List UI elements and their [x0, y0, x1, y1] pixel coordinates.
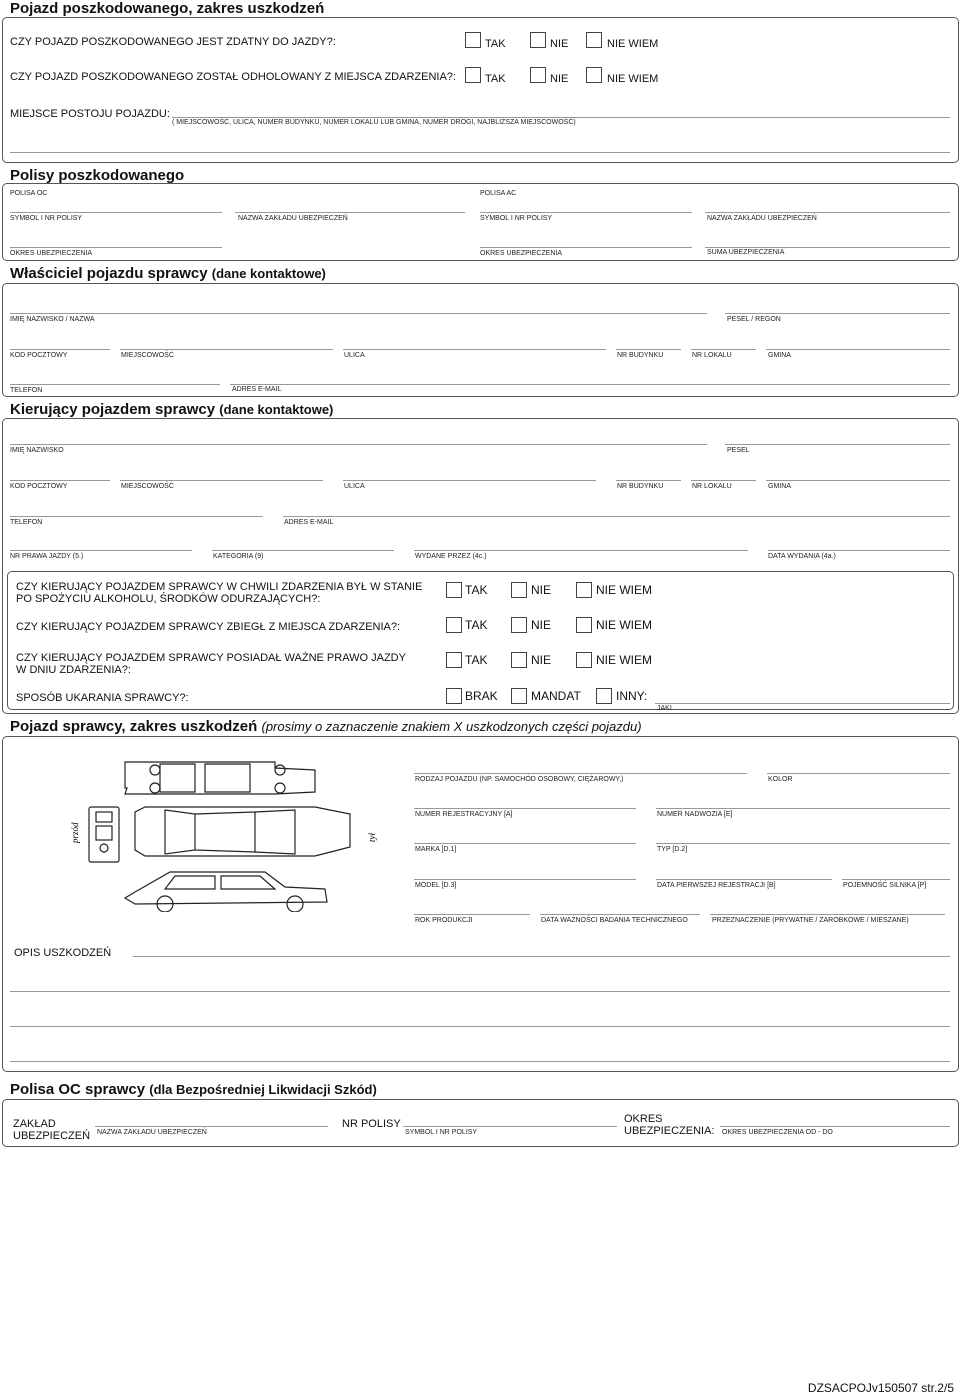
page-footer: DZSACPOJv150507 str.2/5	[807, 1381, 954, 1395]
label-period-line2: UBEZPIECZENIA:	[624, 1125, 715, 1137]
option-label: TAK	[485, 38, 506, 50]
label-ac-insurer: NAZWA ZAKŁADU UBEZPIECZEŃ	[707, 215, 817, 222]
option-label: MANDAT	[531, 689, 581, 703]
label-penalty-other: JAKI	[657, 705, 672, 712]
question-intoxicated-line1: CZY KIERUJĄCY POJAZDEM SPRAWCY W CHWILI ZDARZENIA BYŁ W STANIE	[16, 581, 423, 593]
label-damage-description: OPIS USZKODZEŃ	[14, 947, 112, 959]
car-front-view	[89, 807, 119, 862]
field-ac-insurer[interactable]	[705, 212, 950, 213]
label-driver-flat: NR LOKALU	[692, 483, 732, 490]
option-label: NIE	[550, 73, 569, 85]
driver-title-main: Kierujący pojazdem sprawcy	[10, 401, 216, 418]
field-owner-email[interactable]	[230, 384, 950, 385]
label-vehicle-color: KOLOR	[768, 776, 793, 783]
rear-label: tył	[367, 833, 377, 842]
section-box-owner	[2, 283, 959, 397]
section-title-victim-policies: Polisy poszkodowanego	[10, 167, 185, 184]
section-box-perpetrator-policy	[2, 1099, 959, 1147]
label-driver-pesel: PESEL	[727, 447, 750, 454]
field-usage[interactable]	[710, 914, 945, 915]
field-oc-symbol[interactable]	[10, 212, 222, 213]
label-usage: PRZEZNACZENIE (PRYWATNE / ZAROBKOWE / MIESZANE)	[712, 917, 909, 924]
field-license-number[interactable]	[10, 550, 192, 551]
question-license-valid-line2: W DNIU ZDARZENIA?:	[16, 664, 131, 676]
label-model: MODEL [D.3]	[415, 882, 457, 889]
label-period-line1: OKRES	[624, 1113, 663, 1125]
label-policy-oc: POLISA OC	[10, 190, 48, 197]
field-driver-city[interactable]	[120, 480, 323, 481]
checkbox-towed-yes[interactable]	[465, 67, 481, 83]
field-model[interactable]	[414, 879, 636, 880]
checkbox-penalty-none[interactable]	[446, 688, 462, 704]
label-ac-sum: SUMA UBEZPIECZENIA	[707, 249, 785, 256]
option-label: NIE	[531, 618, 552, 632]
perp-vehicle-title-note: (prosimy o zaznaczenie znakiem X uszkodzonych części pojazdu)	[261, 719, 642, 734]
label-inspection-date: DATA WAŻNOŚCI BADANIA TECHNICZNEGO	[541, 917, 688, 924]
question-intoxicated-line2: PO SPOŻYCIU ALKOHOLU, ŚRODKÓW ODURZAJĄCYCH?:	[16, 593, 321, 605]
checkbox-intoxicated-yes[interactable]	[446, 582, 462, 598]
label-oc-symbol: SYMBOL I NR POLISY	[10, 215, 83, 222]
checkbox-penalty-other[interactable]	[596, 688, 612, 704]
checkbox-drivable-unknown[interactable]	[586, 32, 602, 48]
field-owner-pesel[interactable]	[725, 313, 950, 314]
label-driver-email: ADRES E-MAIL	[284, 519, 334, 526]
field-damage-line2[interactable]	[10, 991, 950, 992]
field-ac-symbol[interactable]	[480, 212, 692, 213]
checkbox-intoxicated-no[interactable]	[511, 582, 527, 598]
field-oc-insurer[interactable]	[235, 212, 465, 213]
field-owner-name[interactable]	[10, 313, 707, 314]
label-type: TYP [D.2]	[657, 846, 688, 853]
label-owner-phone: TELEFON	[10, 387, 43, 394]
field-registration[interactable]	[414, 808, 636, 809]
section-title-perpetrator-vehicle	[10, 718, 642, 735]
field-damage-line1[interactable]	[133, 956, 950, 957]
option-label: TAK	[465, 583, 488, 597]
field-owner-city[interactable]	[120, 349, 333, 350]
label-owner-building: NR BUDYNKU	[617, 352, 664, 359]
option-label: TAK	[485, 73, 506, 85]
car-damage-diagram[interactable]	[65, 752, 385, 912]
field-perp-period[interactable]	[720, 1126, 950, 1127]
car-top-view	[135, 807, 350, 856]
label-engine-capacity: POJEMNOŚĆ SILNIKA [P]	[843, 882, 927, 889]
option-label: NIE WIEM	[596, 583, 652, 597]
label-driver-commune: GMINA	[768, 483, 791, 490]
option-label: NIE	[531, 583, 552, 597]
checkbox-towed-no[interactable]	[530, 67, 546, 83]
option-label: NIE WIEM	[607, 73, 659, 85]
option-label: NIE WIEM	[596, 618, 652, 632]
label-registration: NUMER REJESTRACYJNY [A]	[415, 811, 513, 818]
field-driver-email[interactable]	[283, 516, 950, 517]
field-vehicle-color[interactable]	[767, 773, 950, 774]
checkbox-license-valid-no[interactable]	[511, 652, 527, 668]
question-fled: CZY KIERUJĄCY POJAZDEM SPRAWCY ZBIEGŁ Z MIEJSCA ZDARZENIA?:	[16, 621, 401, 633]
field-driver-commune[interactable]	[766, 480, 950, 481]
checkbox-license-valid-unknown[interactable]	[576, 652, 592, 668]
field-perp-policy-number[interactable]	[403, 1126, 617, 1127]
checkbox-intoxicated-unknown[interactable]	[576, 582, 592, 598]
label-owner-zip: KOD POCZTOWY	[10, 352, 68, 359]
field-oc-period[interactable]	[10, 247, 222, 248]
field-owner-phone[interactable]	[10, 384, 220, 385]
label-owner-city: MIEJSCOWOŚĆ	[121, 352, 174, 359]
field-engine-capacity[interactable]	[842, 879, 950, 880]
field-owner-commune[interactable]	[766, 349, 950, 350]
perp-policy-title-note: (dla Bezpośredniej Likwidacji Szkód)	[149, 1082, 377, 1097]
label-policy-number: NR POLISY	[342, 1118, 401, 1130]
field-owner-flat[interactable]	[691, 349, 756, 350]
field-driver-name[interactable]	[10, 444, 707, 445]
label-production-year: ROK PRODUKCJI	[415, 917, 473, 924]
label-license-number: NR PRAWA JAZDY (5.)	[10, 553, 84, 560]
field-ac-period[interactable]	[480, 247, 692, 248]
driver-title-note: (dane kontaktowe)	[219, 402, 334, 417]
field-production-year[interactable]	[414, 914, 530, 915]
label-perp-period-range: OKRES UBEZPIECZENIA OD - DO	[722, 1129, 833, 1136]
option-label: NIE	[550, 38, 569, 50]
label-driver-phone: TELEFON	[10, 519, 43, 526]
section-title-perpetrator-policy	[10, 1081, 377, 1098]
owner-title-note: (dane kontaktowe)	[211, 266, 326, 281]
field-driver-pesel[interactable]	[725, 444, 950, 445]
field-driver-zip[interactable]	[10, 480, 110, 481]
option-label: NIE WIEM	[607, 38, 659, 50]
question-penalty: SPOSÓB UKARANIA SPRAWCY?:	[16, 692, 189, 704]
field-first-registration[interactable]	[656, 879, 832, 880]
field-damage-line4[interactable]	[10, 1061, 950, 1062]
perp-vehicle-title-main: Pojazd sprawcy, zakres uszkodzeń	[10, 718, 258, 735]
label-license-category: KATEGORIA (9)	[213, 553, 264, 560]
location-hint: ( MIEJSCOWOŚĆ, ULICA, NUMER BUDYNKU, NUMER LOKALU LUB GMINA, NUMER DROGI, NAJBLIŻSZA MIEJSCOWOŚĆ)	[172, 119, 576, 126]
checkbox-penalty-ticket[interactable]	[511, 688, 527, 704]
section-title-victim-vehicle: Pojazd poszkodowanego, zakres uszkodzeń	[10, 0, 325, 17]
field-owner-zip[interactable]	[10, 349, 110, 350]
field-license-category[interactable]	[212, 550, 394, 551]
label-vehicle-kind: RODZAJ POJAZDU (NP. SAMOCHÓD OSOBOWY, CIĘŻAROWY,)	[415, 776, 624, 783]
label-policy-ac: POLISA AC	[480, 190, 517, 197]
label-driver-street: ULICA	[344, 483, 365, 490]
label-driver-building: NR BUDYNKU	[617, 483, 664, 490]
option-label: NIE WIEM	[596, 653, 652, 667]
location-label: MIEJSCE POSTOJU POJAZDU:	[10, 108, 170, 120]
field-penalty-other[interactable]	[655, 703, 950, 704]
question-towed: CZY POJAZD POSZKODOWANEGO ZOSTAŁ ODHOLOWANY Z MIEJSCA ZDARZENIA?:	[10, 71, 456, 83]
checkbox-fled-no[interactable]	[511, 617, 527, 633]
front-label: przód	[70, 822, 80, 843]
field-type[interactable]	[656, 843, 950, 844]
field-inspection-date[interactable]	[540, 914, 700, 915]
section-title-driver	[10, 401, 333, 418]
label-owner-street: ULICA	[344, 352, 365, 359]
question-drivable: CZY POJAZD POSZKODOWANEGO JEST ZDATNY DO JAZDY?:	[10, 36, 336, 48]
field-ac-sum[interactable]	[705, 247, 950, 248]
label-insurer-line2: UBEZPIECZEŃ	[13, 1130, 91, 1142]
field-make[interactable]	[414, 843, 636, 844]
label-owner-name: IMIĘ NAZWISKO / NAZWA	[10, 316, 95, 323]
location-field[interactable]	[172, 117, 950, 118]
field-damage-line3[interactable]	[10, 1026, 950, 1027]
field-driver-flat[interactable]	[691, 480, 756, 481]
question-license-valid-line1: CZY KIERUJĄCY POJAZDEM SPRAWCY POSIADAŁ WAŻNE PRAWO JAZDY	[16, 652, 406, 664]
owner-title-main: Właściciel pojazdu sprawcy	[10, 265, 208, 282]
label-ac-symbol: SYMBOL I NR POLISY	[480, 215, 553, 222]
option-label: NIE	[531, 653, 552, 667]
checkbox-drivable-yes[interactable]	[465, 32, 481, 48]
label-make: MARKA [D.1]	[415, 846, 457, 853]
label-owner-flat: NR LOKALU	[692, 352, 732, 359]
car-side-bottom	[125, 872, 327, 904]
label-license-issuer: WYDANE PRZEZ (4c.)	[415, 553, 487, 560]
section-title-owner	[10, 265, 326, 282]
field-driver-building[interactable]	[616, 480, 681, 481]
option-label: TAK	[465, 653, 488, 667]
field-vin[interactable]	[656, 808, 950, 809]
label-first-registration: DATA PIERWSZEJ REJESTRACJI [B]	[657, 882, 776, 889]
label-driver-city: MIEJSCOWOŚĆ	[121, 483, 174, 490]
field-license-date[interactable]	[768, 550, 950, 551]
field-owner-street[interactable]	[343, 349, 606, 350]
checkbox-fled-yes[interactable]	[446, 617, 462, 633]
label-owner-pesel: PESEL / REGON	[727, 316, 781, 323]
option-label: INNY:	[616, 689, 648, 703]
checkbox-fled-unknown[interactable]	[576, 617, 592, 633]
field-perp-insurer[interactable]	[95, 1126, 328, 1127]
label-driver-zip: KOD POCZTOWY	[10, 483, 68, 490]
location-field-line2[interactable]	[10, 152, 950, 153]
field-vehicle-kind[interactable]	[414, 773, 747, 774]
label-vin: NUMER NADWOZIA [E]	[657, 811, 733, 818]
option-label: TAK	[465, 618, 488, 632]
label-ac-period: OKRES UBEZPIECZENIA	[480, 250, 563, 257]
field-driver-phone[interactable]	[10, 516, 263, 517]
label-perp-policy-symbol: SYMBOL I NR POLISY	[405, 1129, 478, 1136]
label-insurer-line1: ZAKŁAD	[13, 1118, 56, 1130]
label-oc-period: OKRES UBEZPIECZENIA	[10, 250, 93, 257]
field-owner-building[interactable]	[616, 349, 681, 350]
checkbox-towed-unknown[interactable]	[586, 67, 602, 83]
car-side-top	[125, 762, 315, 794]
checkbox-license-valid-yes[interactable]	[446, 652, 462, 668]
label-owner-commune: GMINA	[768, 352, 791, 359]
label-perp-insurer-name: NAZWA ZAKŁADU UBEZPIECZEŃ	[97, 1129, 207, 1136]
field-license-issuer[interactable]	[414, 550, 748, 551]
option-label: BRAK	[465, 689, 498, 703]
field-driver-street[interactable]	[343, 480, 596, 481]
perp-policy-title-main: Polisa OC sprawcy	[10, 1081, 146, 1098]
label-driver-name: IMIĘ NAZWISKO	[10, 447, 64, 454]
label-oc-insurer: NAZWA ZAKŁADU UBEZPIECZEŃ	[238, 215, 348, 222]
label-license-date: DATA WYDANIA (4a.)	[768, 553, 836, 560]
label-owner-email: ADRES E-MAIL	[232, 386, 282, 393]
checkbox-drivable-no[interactable]	[530, 32, 546, 48]
